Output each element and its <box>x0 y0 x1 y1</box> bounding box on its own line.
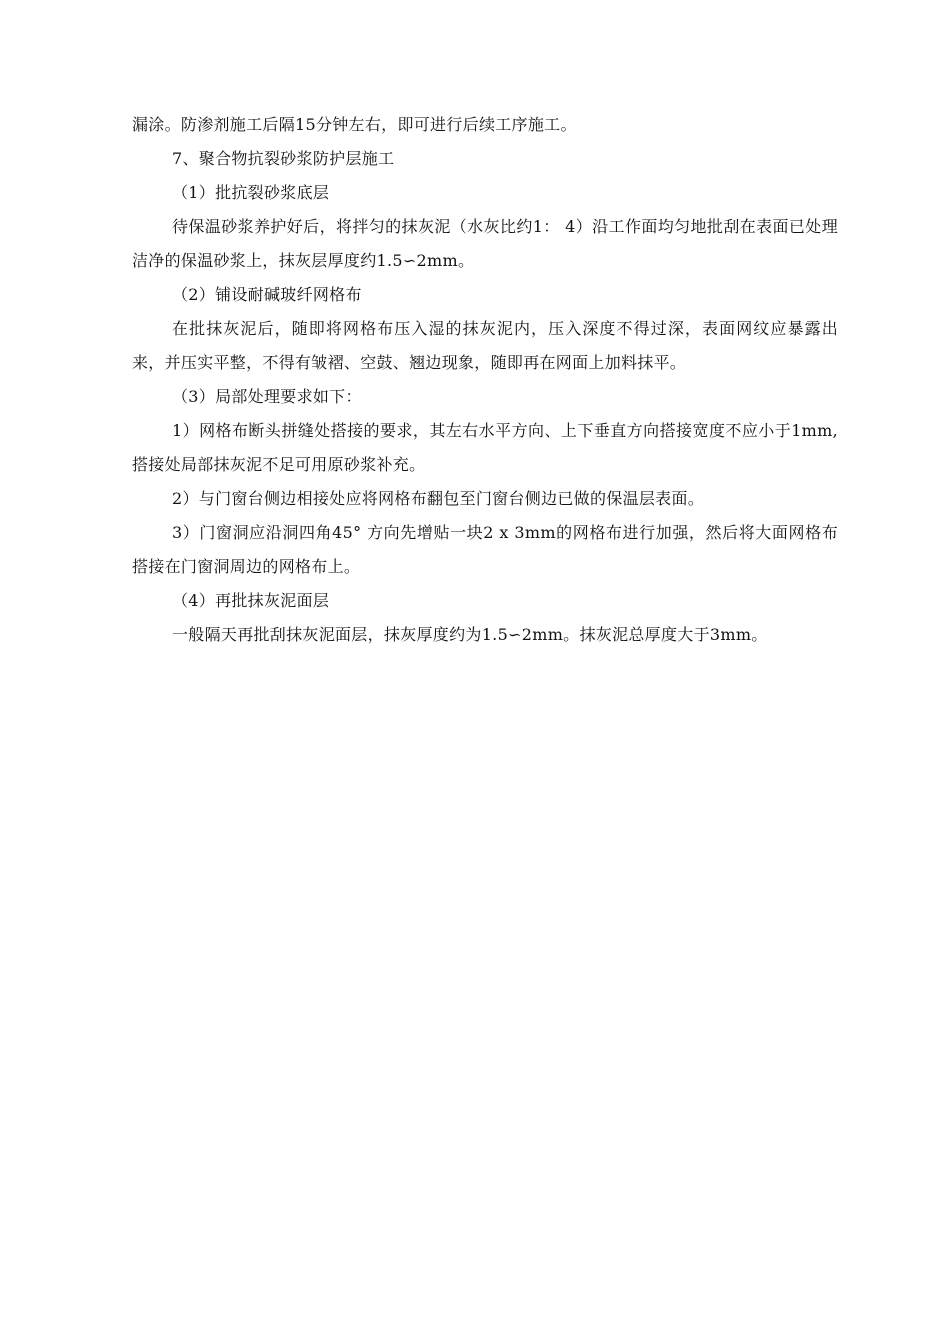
list-item-3: 3）门窗洞应沿洞四角45° 方向先增贴一块2 x 3mm的网格布进行加强，然后将大面网格布搭接在门窗洞周边的网格布上。 <box>132 523 838 576</box>
subheading-4: （4）再批抹灰泥面层 <box>172 591 330 610</box>
list-item-1: 1）网格布断头拼缝处搭接的要求，其左右水平方向、上下垂直方向搭接宽度不应小于1mm,搭接处局部抹灰泥不足可用原砂浆补充。 <box>132 421 838 474</box>
paragraph-mesh-laying: 在批抹灰泥后，随即将网格布压入湿的抹灰泥内，压入深度不得过深，表面网纹应暴露出来，并压实平整，不得有皱褶、空鼓、翘边现象，随即再在网面上加料抹平。 <box>132 319 838 372</box>
subheading-2: （2）铺设耐碱玻纤网格布 <box>172 285 362 304</box>
paragraph-base-layer: 待保温砂浆养护好后，将拌匀的抹灰泥（水灰比约1： 4）沿工作面均匀地批刮在表面已处理洁净的保温砂浆上，抹灰层厚度约1.5∽2mm。 <box>132 217 838 270</box>
section-heading-7: 7、聚合物抗裂砂浆防护层施工 <box>172 149 395 168</box>
document-body <box>132 108 838 652</box>
paragraph-continuation: 漏涂。防渗剂施工后隔15分钟左右，即可进行后续工序施工。 <box>132 115 577 134</box>
paragraph-surface-layer: 一般隔天再批刮抹灰泥面层，抹灰厚度约为1.5∽2mm。抹灰泥总厚度大于3mm。 <box>172 625 768 644</box>
subheading-1: （1）批抗裂砂浆底层 <box>172 183 330 202</box>
list-item-2: 2）与门窗台侧边相接处应将网格布翻包至门窗台侧边已做的保温层表面。 <box>172 489 705 508</box>
subheading-3: （3）局部处理要求如下： <box>172 387 362 406</box>
